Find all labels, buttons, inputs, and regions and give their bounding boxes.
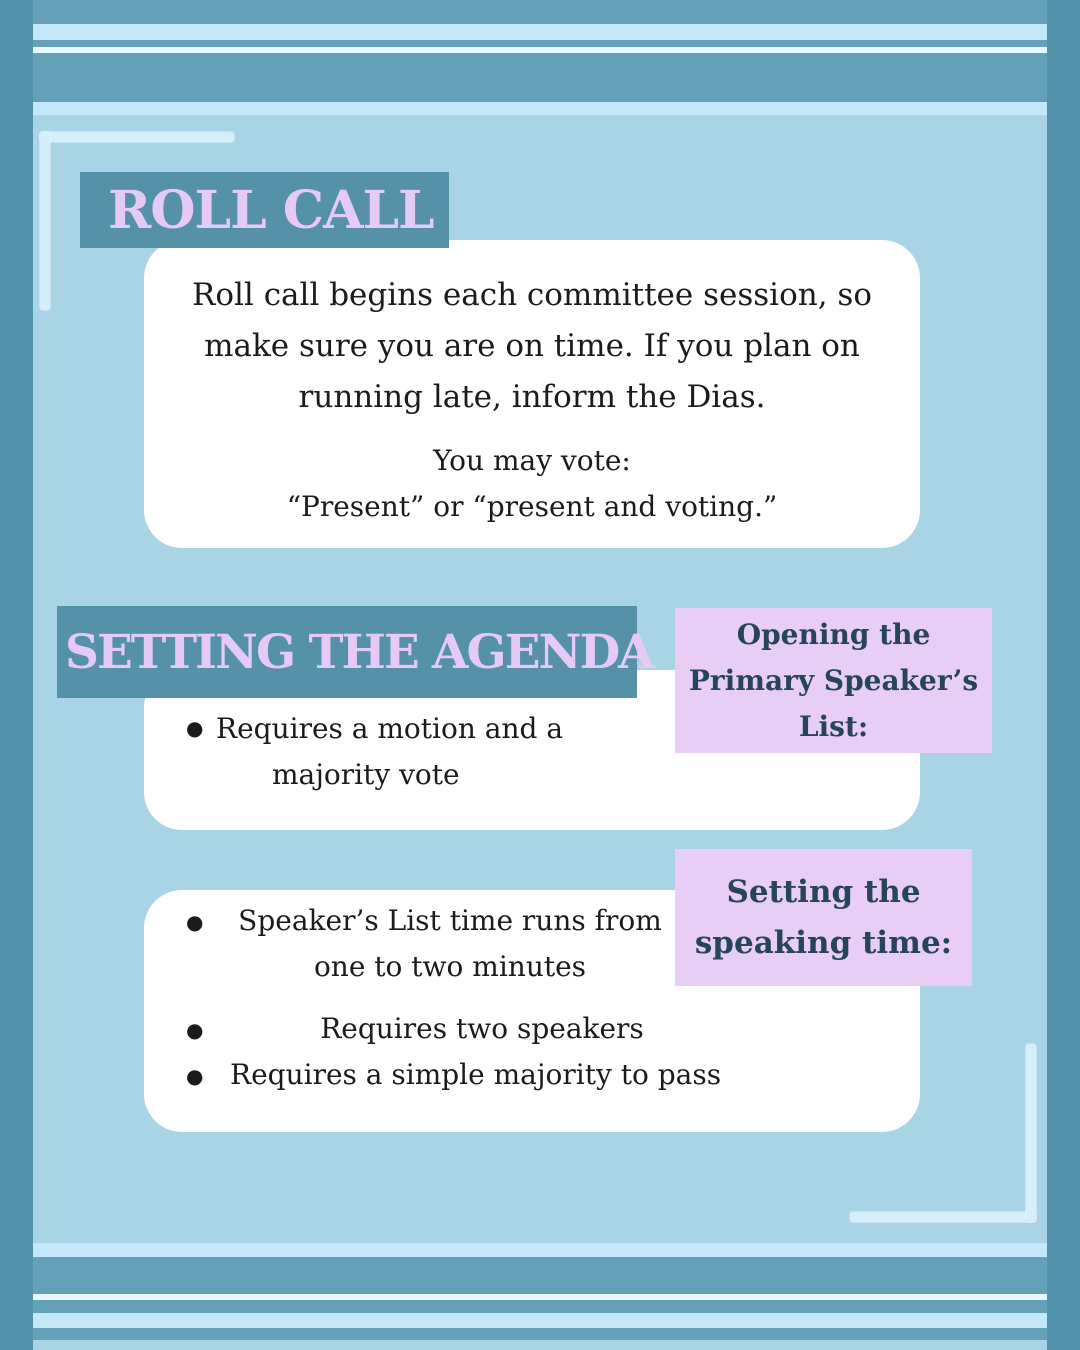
speaking-bullet-3: ● bbox=[186, 1064, 204, 1088]
corner-bracket-top-left-v bbox=[40, 132, 50, 310]
agenda-bullet: ● bbox=[186, 716, 204, 740]
speaking-bullet-2: ● bbox=[186, 1018, 204, 1042]
setting-agenda-heading bbox=[57, 606, 653, 698]
speaking-bullet-3-line-1: Requires a simple majority to pass bbox=[230, 1058, 722, 1091]
speaking-bullet-1-line-2: one to two minutes bbox=[313, 950, 587, 983]
roll-call-vote-options bbox=[144, 438, 920, 530]
roll-call-line-2: make sure you are on time. If you plan on bbox=[204, 328, 860, 364]
corner-bracket-bottom-right-h bbox=[850, 1212, 1036, 1222]
speaking-bullet-1-line-1: Speaker’s List time runs from bbox=[238, 904, 662, 937]
vote-intro: You may vote: bbox=[433, 444, 631, 477]
speaking-bullet-2-text bbox=[230, 1006, 734, 1052]
roll-call-heading bbox=[80, 172, 449, 248]
top-stripe-2 bbox=[33, 47, 1047, 53]
roll-call-description bbox=[144, 270, 920, 423]
speaking-bullet-2-line-1: Requires two speakers bbox=[320, 1012, 644, 1045]
psl-line-1: Opening the bbox=[736, 617, 931, 651]
agenda-line-2: majority vote bbox=[272, 758, 460, 791]
bottom-stripe-3 bbox=[33, 1313, 1047, 1328]
bottom-stripe-2 bbox=[33, 1294, 1047, 1300]
agenda-line-1: Requires a motion and a bbox=[216, 712, 564, 745]
speaking-bullet-1: ● bbox=[186, 910, 204, 934]
agenda-bullet-text bbox=[216, 706, 563, 798]
roll-call-heading-text: ROLL CALL bbox=[108, 179, 434, 241]
corner-bracket-top-left-h bbox=[40, 132, 234, 142]
setting-agenda-heading-text: SETTING THE AGENDA bbox=[65, 624, 653, 680]
psl-line-3: List: bbox=[798, 709, 869, 743]
roll-call-line-1: Roll call begins each committee session, so bbox=[192, 277, 872, 313]
roll-call-line-3: running late, inform the Dias. bbox=[298, 379, 766, 415]
vote-options-text: “Present” or “present and voting.” bbox=[286, 490, 778, 523]
speaking-bullet-1-text bbox=[230, 898, 670, 990]
speaking-time-label bbox=[675, 849, 972, 986]
corner-bracket-bottom-right-v bbox=[1026, 1044, 1036, 1222]
speaking-time-line-1: Setting the bbox=[726, 873, 921, 910]
top-stripe-3 bbox=[33, 102, 1047, 115]
top-stripe-1 bbox=[33, 24, 1047, 40]
speaking-time-line-2: speaking time: bbox=[694, 924, 953, 961]
psl-line-2: Primary Speaker’s bbox=[688, 663, 979, 697]
primary-speakers-list-label bbox=[675, 608, 992, 753]
bottom-stripe-1 bbox=[33, 1243, 1047, 1257]
speaking-bullet-3-text bbox=[230, 1052, 721, 1098]
